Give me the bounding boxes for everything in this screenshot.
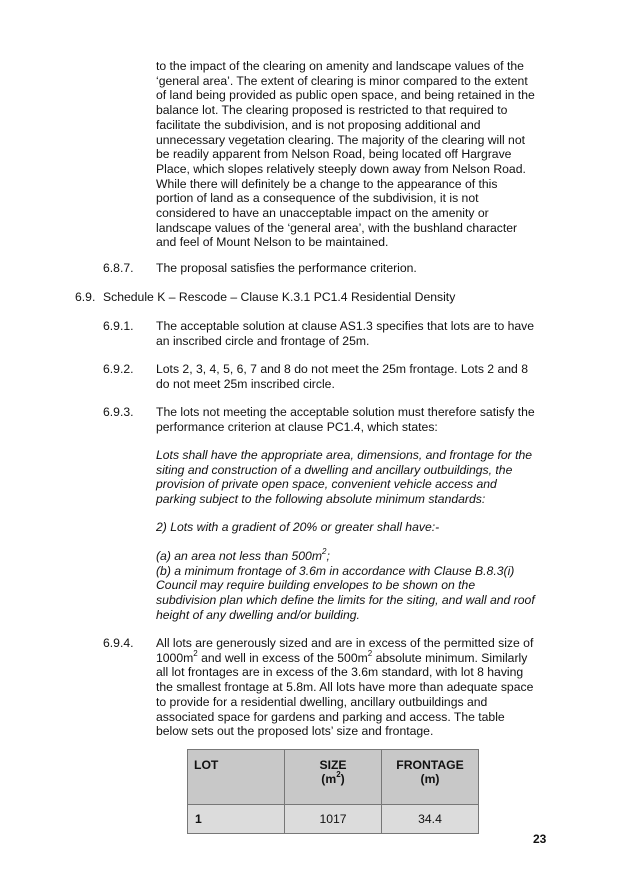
text-line: Council may require building envelopes to be shown on the xyxy=(156,578,476,593)
section-number-6-9-4: 6.9.4. xyxy=(103,636,134,650)
table-header-row xyxy=(188,750,479,805)
text-line: below sets out the proposed lots’ size and frontage. xyxy=(156,724,434,739)
text-line: an inscribed circle and frontage of 25m. xyxy=(156,333,370,348)
text-line xyxy=(156,648,551,666)
text-line: All lots are generously sized and are in excess of the permitted size of xyxy=(156,636,534,650)
text-line: of land being provided as public open space, and being retained in the xyxy=(156,88,535,103)
text-line: do not meet 25m inscribed circle. xyxy=(156,376,335,391)
superscript: 2 xyxy=(336,769,341,779)
quote-area-punct: ; xyxy=(326,549,330,563)
quote-gradient-line: 2) Lots with a gradient of 20% or greater shall have:- xyxy=(156,520,440,534)
text-line: The lots not meeting the acceptable solution must therefore satisfy the xyxy=(156,405,535,419)
text-line: to provide for a residential dwelling, ancillary outbuildings and xyxy=(156,694,488,709)
unit-close: ) xyxy=(340,772,345,786)
text-line: siting and construction of a dwelling and ancillary outbuildings, the xyxy=(156,462,513,477)
text-line: ‘general area’. The extent of clearing is minor compared to the extent xyxy=(156,73,528,88)
text-line: The acceptable solution at clause AS1.3 specifies that lots are to have xyxy=(156,319,535,333)
text-line: (b) a minimum frontage of 3.6m in accordance with Clause B.8.3(i) xyxy=(156,563,515,578)
text-line: associated space for gardens and parking and access. The table xyxy=(156,709,505,724)
text-line: balance lot. The clearing proposed is restricted to that required to xyxy=(156,103,508,118)
unit-open: (m xyxy=(321,772,337,786)
header-unit xyxy=(291,769,375,786)
table-row xyxy=(188,805,479,834)
quote-standards-list xyxy=(156,546,551,623)
lots-table xyxy=(187,749,479,834)
text-line: considered to have an unacceptable impact on the amenity or xyxy=(156,206,489,221)
text-line: While there will definitely be a change to the appearance of this xyxy=(156,176,498,191)
page-number: 23 xyxy=(533,832,547,846)
text-line: be readily apparent from Nelson Road, being located off Hargrave xyxy=(156,147,512,162)
text-line: unnecessary vegetation clearing. The majority of the clearing will not xyxy=(156,132,525,147)
cell-frontage: 34.4 xyxy=(382,805,479,834)
text-line: Place, which slopes relatively steeply down away from Nelson Road. xyxy=(156,161,526,176)
text-line: and feel of Mount Nelson to be maintained. xyxy=(156,235,389,250)
section-text-6-8-7: The proposal satisfies the performance criterion. xyxy=(156,261,417,275)
cell-lot: 1 xyxy=(188,805,285,834)
section-text-6-9-2 xyxy=(156,362,551,391)
text-fragment: absolute minimum. Similarly xyxy=(372,650,528,665)
text-line: facilitate the subdivision, and is not proposing additional and xyxy=(156,117,481,132)
section-number-6-9-3: 6.9.3. xyxy=(103,405,134,419)
section-number-6-8-7: 6.8.7. xyxy=(103,261,134,275)
section-number-6-9-1: 6.9.1. xyxy=(103,319,134,333)
text-line: Lots shall have the appropriate area, dimensions, and frontage for the xyxy=(156,448,533,462)
quote-criterion-paragraph xyxy=(156,448,551,507)
section-text-6-9-4 xyxy=(156,636,551,739)
section-number-6-9-2: 6.9.2. xyxy=(103,362,134,376)
text-line: portion of land as a consequence of the subdivision, it is not xyxy=(156,191,479,206)
column-header-size xyxy=(285,750,382,805)
text-line: provision of private open space, convenient vehicle access and xyxy=(156,477,497,492)
text-line: all lot frontages are in excess of the 3.6m standard, with lot 8 having xyxy=(156,665,524,680)
header-label: SIZE xyxy=(319,758,347,772)
section-text-6-9-3 xyxy=(156,405,551,434)
text-line xyxy=(156,546,551,564)
text-line: performance criterion at clause PC1.4, which states: xyxy=(156,419,438,434)
section-text-6-9-1 xyxy=(156,319,551,348)
header-unit: (m) xyxy=(420,772,440,786)
text-fragment: and well in excess of the 500m xyxy=(197,650,368,665)
text-line: height of any dwelling and/or building. xyxy=(156,607,360,622)
text-line: the smallest frontage at 5.8m. All lots have more than adequate space xyxy=(156,680,534,695)
text-line: landscape values of the ‘general area’, with the bushland character xyxy=(156,220,518,235)
text-line: parking subject to the following absolute minimum standards: xyxy=(156,492,486,507)
superscript: 2 xyxy=(321,546,327,556)
section-heading-6-9: Schedule K – Rescode – Clause K.3.1 PC1.4 Residential Density xyxy=(103,290,456,304)
column-header-frontage xyxy=(382,750,479,805)
text-line: Lots 2, 3, 4, 5, 6, 7 and 8 do not meet the 25m frontage. Lots 2 and 8 xyxy=(156,362,528,376)
header-label: FRONTAGE xyxy=(396,758,464,772)
intro-paragraph xyxy=(156,59,551,250)
text-line: to the impact of the clearing on amenity and landscape values of the xyxy=(156,59,524,73)
superscript: 2 xyxy=(193,648,198,658)
superscript: 2 xyxy=(367,648,373,658)
section-number-6-9: 6.9. xyxy=(75,290,96,304)
quote-area-text: (a) an area not less than 500m xyxy=(156,549,322,563)
cell-size: 1017 xyxy=(285,805,382,834)
text-fragment: 1000m xyxy=(156,650,194,665)
text-line: subdivision plan which define the limits for the siting, and wall and roof xyxy=(156,593,535,608)
column-header-lot: LOT xyxy=(188,750,285,805)
